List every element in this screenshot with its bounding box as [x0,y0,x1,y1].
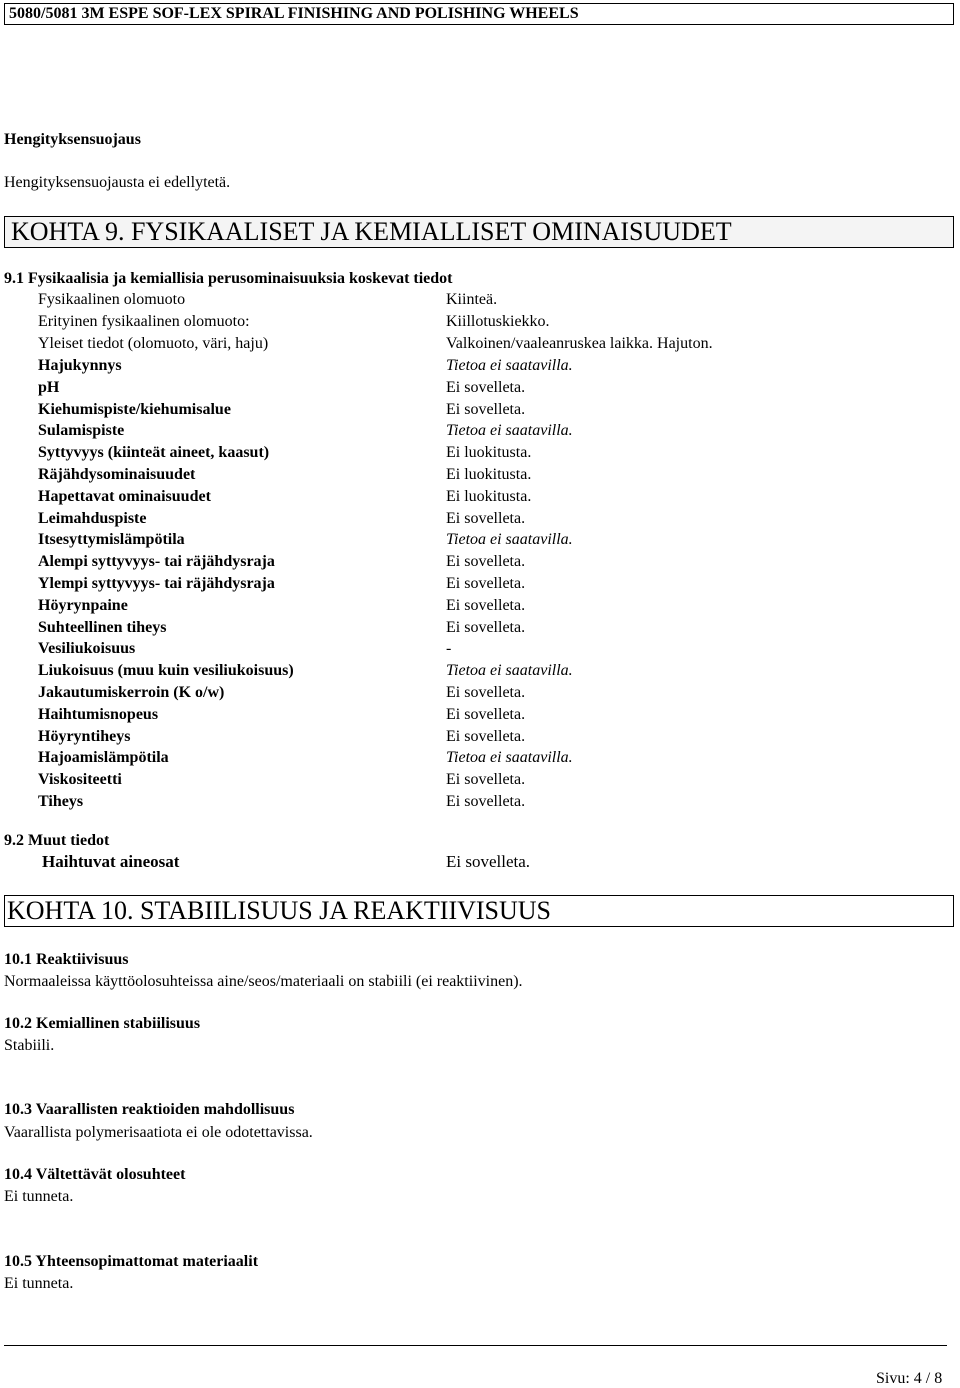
property-value: Tietoa ei saatavilla. [446,422,573,440]
general-value-0: Kiinteä. [446,291,498,308]
property-label: Jakautumiskerroin (K o/w) [38,683,225,701]
item-10-4-text: Ei tunneta. [4,1188,74,1205]
property-row [38,464,658,486]
respiratory-text: Hengityksensuojausta ei edellytetä. [4,174,231,191]
property-row [38,769,658,791]
property-value: Ei sovelleta. [446,553,526,571]
item-10-2-heading: 10.2 Kemiallinen stabiilisuus [4,1015,201,1032]
item-10-5-text: Ei tunneta. [4,1275,74,1292]
property-value: Ei sovelleta. [446,618,526,636]
property-row [38,747,658,769]
property-label: Tiheys [38,792,84,810]
property-value: Ei luokitusta. [446,465,532,483]
general-label-0: Fysikaalinen olomuoto [38,291,186,308]
property-row [38,442,658,464]
property-label: Itsesyttymislämpötila [38,531,185,549]
item-10-4-heading: 10.4 Vältettävät olosuhteet [4,1166,186,1183]
other-value: Ei sovelleta. [446,852,531,871]
property-label: Suhteellinen tiheys [38,618,167,636]
property-row [38,508,658,530]
property-value: Tietoa ei saatavilla. [446,662,573,680]
property-value: Ei sovelleta. [446,596,526,614]
property-label: Hajukynnys [38,357,122,374]
property-row [38,660,658,682]
page-number: Sivu: 4 / 8 [876,1370,943,1387]
property-row [38,617,658,639]
item-10-3-heading: 10.3 Vaarallisten reaktioiden mahdollisuus [4,1101,295,1118]
property-row [38,355,658,377]
general-value-1: Kiillotuskiekko. [446,313,550,330]
property-label: pH [38,378,60,396]
section-10-header [4,895,954,927]
property-value: Ei sovelleta. [446,574,526,592]
item-10-1-text: Normaaleissa käyttöolosuhteissa aine/seos/materiaali on stabiili (ei reaktiivinen). [4,973,523,990]
property-value: Ei sovelleta. [446,400,526,418]
property-label: Höyrynpaine [38,596,128,614]
property-row [38,573,658,595]
properties-table [38,355,658,813]
property-row [38,726,658,748]
property-label: Ylempi syttyvyys- tai räjähdysraja [38,574,275,592]
property-row [38,595,658,617]
section-9-header [4,216,954,248]
document-title: 5080/5081 3M ESPE SOF-LEX SPIRAL FINISHING AND POLISHING WHEELS [9,5,579,22]
property-value: - [446,640,452,658]
property-label: Alempi syttyvyys- tai räjähdysraja [38,553,275,571]
general-value-2: Valkoinen/vaaleanruskea laikka. Hajuton. [446,335,713,352]
general-label-2: Yleiset tiedot (olomuoto, väri, haju) [38,335,269,352]
property-label: Viskositeetti [38,771,122,789]
property-value: Ei sovelleta. [446,727,526,745]
property-row [38,377,658,399]
property-value: Tietoa ei saatavilla. [446,357,573,374]
property-label: Leimahduspiste [38,509,147,527]
respiratory-heading: Hengityksensuojaus [4,131,141,148]
property-value: Tietoa ei saatavilla. [446,531,573,549]
document-header [4,3,954,25]
property-label: Liukoisuus (muu kuin vesiliukoisuus) [38,662,294,680]
property-row [38,551,658,573]
property-value: Ei sovelleta. [446,378,526,396]
general-label-1: Erityinen fysikaalinen olomuoto: [38,313,250,330]
property-label: Kiehumispiste/kiehumisalue [38,400,231,418]
property-label: Vesiliukoisuus [38,640,136,658]
section-9-title: KOHTA 9. FYSIKAALISET JA KEMIALLISET OMINAISUUDET [11,217,732,246]
property-row [38,704,658,726]
subsection-9-2-heading: 9.2 Muut tiedot [4,832,110,849]
subsection-9-1-heading: 9.1 Fysikaalisia ja kemiallisia perusominaisuuksia koskevat tiedot [4,270,453,287]
property-value: Ei sovelleta. [446,792,526,810]
property-row [38,791,658,813]
property-row [38,420,658,442]
property-row [38,682,658,704]
property-label: Räjähdysominaisuudet [38,465,196,483]
property-label: Hapettavat ominaisuudet [38,487,211,505]
item-10-3-text: Vaarallista polymerisaatiota ei ole odotettavissa. [4,1124,313,1141]
item-10-2-text: Stabiili. [4,1037,55,1054]
property-value: Ei sovelleta. [446,509,526,527]
property-value: Tietoa ei saatavilla. [446,749,573,767]
property-row [38,399,658,421]
property-value: Ei sovelleta. [446,683,526,701]
footer-divider [4,1345,947,1346]
property-value: Ei sovelleta. [446,771,526,789]
property-value: Ei luokitusta. [446,487,532,505]
item-10-1-heading: 10.1 Reaktiivisuus [4,951,129,968]
section-10-title: KOHTA 10. STABIILISUUS JA REAKTIIVISUUS [7,896,552,925]
property-row [38,529,658,551]
property-row [38,638,658,660]
property-label: Haihtumisnopeus [38,705,159,723]
item-10-5-heading: 10.5 Yhteensopimattomat materiaalit [4,1253,259,1270]
property-value: Ei luokitusta. [446,444,532,462]
property-label: Syttyvyys (kiinteät aineet, kaasut) [38,444,270,462]
property-value: Ei sovelleta. [446,705,526,723]
property-label: Höyryntiheys [38,727,131,745]
property-row [38,486,658,508]
property-label: Sulamispiste [38,422,125,440]
property-label: Hajoamislämpötila [38,749,169,767]
other-label: Haihtuvat aineosat [42,852,180,871]
